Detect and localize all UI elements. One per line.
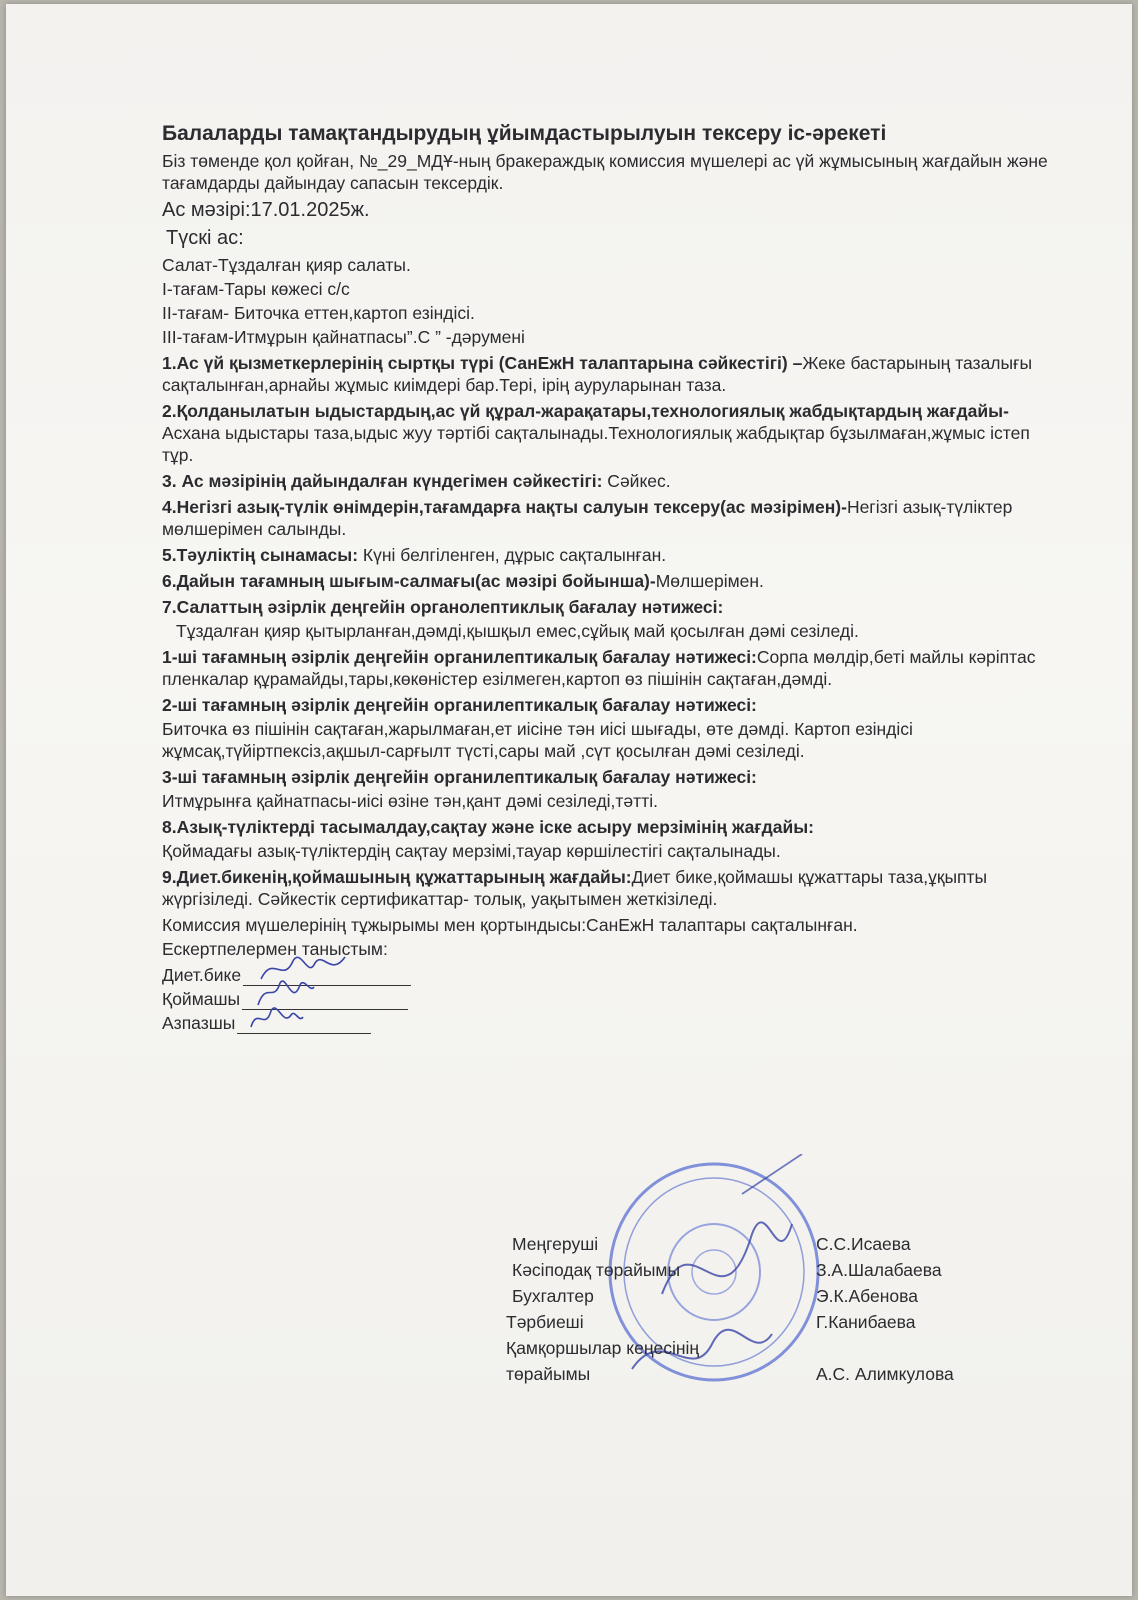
menu-item-second: II-тағам- Биточка еттен,картоп езіндісі. <box>162 303 475 323</box>
section-7-heading: 7.Салаттың әзірлік деңгейін органолептиклық бағалау нәтижесі: <box>162 597 724 617</box>
cook-label: Азпазшы <box>162 1013 236 1033</box>
document-page <box>6 4 1132 1596</box>
section-5-text: Күні белгіленген, дұрыс сақталынған. <box>358 545 667 565</box>
official-name: А.С. Алимкулова <box>816 1364 954 1384</box>
section-5-heading: 5.Тәуліктің сынамасы: <box>162 545 359 565</box>
section-4-heading: 4.Негізгі азық-түлік өнімдерін,тағамдарға нақты салуын тексеру(ас мәзірімен)- <box>162 497 847 517</box>
official-row <box>512 1257 1012 1283</box>
official-name: Г.Канибаева <box>816 1312 916 1332</box>
official-role: Тәрбиеші <box>506 1312 584 1332</box>
section-2-heading: 2.Қолданылатын ыдыстардың,ас үй құрал-жарақатары,технологиялық жабдықтардың жағдайы- <box>162 401 1009 421</box>
official-role: төрайымы <box>506 1364 591 1384</box>
dietitian-label: Диет.бике <box>162 965 242 985</box>
section-8-heading: 8.Азық-түліктерді тасымалдау,сақтау және іске асыру мерзімінің жағдайы: <box>162 817 814 837</box>
section-3-text: Сәйкес. <box>602 471 671 491</box>
official-role: Меңгеруші <box>512 1234 599 1254</box>
section-3-heading: 3. Ас мәзірінің дайындалған күндегімен сәйкестігі: <box>162 471 603 491</box>
official-row <box>506 1309 1012 1335</box>
official-role: Бухгалтер <box>512 1286 594 1306</box>
section-1-text: Жеке бастарының тазалығы сақталынған,арнайы жұмыс киімдері бар.Тері, ірің ауруларынан таза. <box>162 353 1033 395</box>
section-9-text: Диет бике,қоймашы құжаттары таза,ұқыпты жүргізіледі. Сәйкестік сертификаттар- толық, уақытымен жеткізіледі. <box>162 867 988 909</box>
dish-2-heading: 2-ші тағамның әзірлік деңгейін органилептикалық бағалау нәтижесі: <box>162 695 757 715</box>
dish-3-text: Итмұрынға қайнатпасы-иісі өзіне тән,қант дәмі сезіледі,тәтті. <box>162 791 658 811</box>
official-name: С.С.Исаева <box>816 1234 911 1254</box>
menu-item-salad: Салат-Тұздалған қияр салаты. <box>162 255 411 275</box>
dish-3-heading: 3-ші тағамның әзірлік деңгейін органилептикалық бағалау нәтижесі: <box>162 767 757 787</box>
conclusion: Комиссия мүшелерінің тұжырымы мен қортындысы:СанЕжН талаптары сақталынған. <box>162 915 858 935</box>
section-2 <box>162 400 1062 466</box>
intro-paragraph: Біз төменде қол қойған, №_29_МДҰ-ның бракераждық комиссия мүшелері ас үй жұмысының жағдайын және тағамдарды дайындау сапасын тексердік. <box>162 151 1048 193</box>
section-8-text: Қоймадағы азық-түліктердің сақтау мерзімі,тауар көршілестігі сақталынады. <box>162 841 781 861</box>
document-title: Балаларды тамақтандырудың ұйымдастырылуын тексеру іс-әрекеті <box>162 122 887 145</box>
section-6 <box>162 570 1062 592</box>
official-name: З.А.Шалабаева <box>816 1260 942 1280</box>
official-row <box>506 1361 1012 1387</box>
menu-date: Ас мәзірі:17.01.2025ж. <box>162 199 370 221</box>
dish-1-assessment <box>162 646 1062 690</box>
section-5 <box>162 544 1062 566</box>
section-1-heading: 1.Ас үй қызметкерлерінің сыртқы түрі (СанЕжН талаптарына сәйкестігі) – <box>162 353 803 373</box>
acknowledger-signatures <box>162 962 1062 1034</box>
section-4-text: Негізгі азық-түліктер мөлшерімен салынды. <box>162 497 1013 539</box>
storekeeper-label: Қоймашы <box>162 989 241 1009</box>
official-row <box>512 1231 1012 1257</box>
section-9 <box>162 866 1062 910</box>
dish-1-text: Сорпа мөлдір,беті майлы кәріптас пленкалар құрамайды,тары,көкөністер езілмеген,картоп өз пішінін сақтаған,дәмді. <box>162 647 1036 689</box>
dish-1-heading: 1-ші тағамның әзірлік деңгейін органилептикалық бағалау нәтижесі: <box>162 647 757 667</box>
lunch-heading: Түскі ас: <box>166 227 244 249</box>
dish-2-text: Биточка өз пішінін сақтаған,жарылмаған,ет иісіне тән иісі шығады, өте дәмді. Картоп езіндісі жұмсақ,түйіртпексіз,ақшыл-сарғылт түсті,сары май ,сүт қосылған дәмі сезіледі. <box>162 719 913 761</box>
section-3 <box>162 470 1062 492</box>
menu-item-third: III-тағам-Итмұрын қайнатпасы”.С ” -дәрумені <box>162 327 525 347</box>
official-name: Э.К.Абенова <box>816 1286 918 1306</box>
section-6-heading: 6.Дайын тағамның шығым-салмағы(ас мәзірі бойынша)- <box>162 571 656 591</box>
official-role: Кәсіподақ төрайымы <box>512 1260 681 1280</box>
signature-scribble <box>247 997 307 1037</box>
cook-signature-line <box>237 1015 371 1034</box>
section-6-text: Мөлшерімен. <box>655 571 764 591</box>
official-role: Қамқоршылар кеңесінің <box>506 1338 700 1358</box>
officials-signature-block <box>506 1231 1012 1387</box>
section-1 <box>162 352 1062 396</box>
acknowledged-label: Ескертпелермен таныстым: <box>162 939 388 959</box>
official-row <box>506 1335 1012 1361</box>
document-body <box>162 120 1062 1034</box>
section-4 <box>162 496 1062 540</box>
section-2-text: Асхана ыдыстары таза,ыдыс жуу тәртібі сақталынады.Технологиялық жабдықтар бұзылмаған,жұмыс істеп тұр. <box>162 423 1030 465</box>
section-9-heading: 9.Диет.бикенің,қоймашының құжаттарының жағдайы: <box>162 867 632 887</box>
signature-row-cook <box>162 1010 1062 1034</box>
official-row <box>512 1283 1012 1309</box>
menu-item-first: I-тағам-Тары көжесі с/с <box>162 279 350 299</box>
section-7-text: Тұздалған қияр қытырланған,дәмді,қышқыл емес,сұйық май қосылған дәмі сезіледі. <box>176 621 859 641</box>
